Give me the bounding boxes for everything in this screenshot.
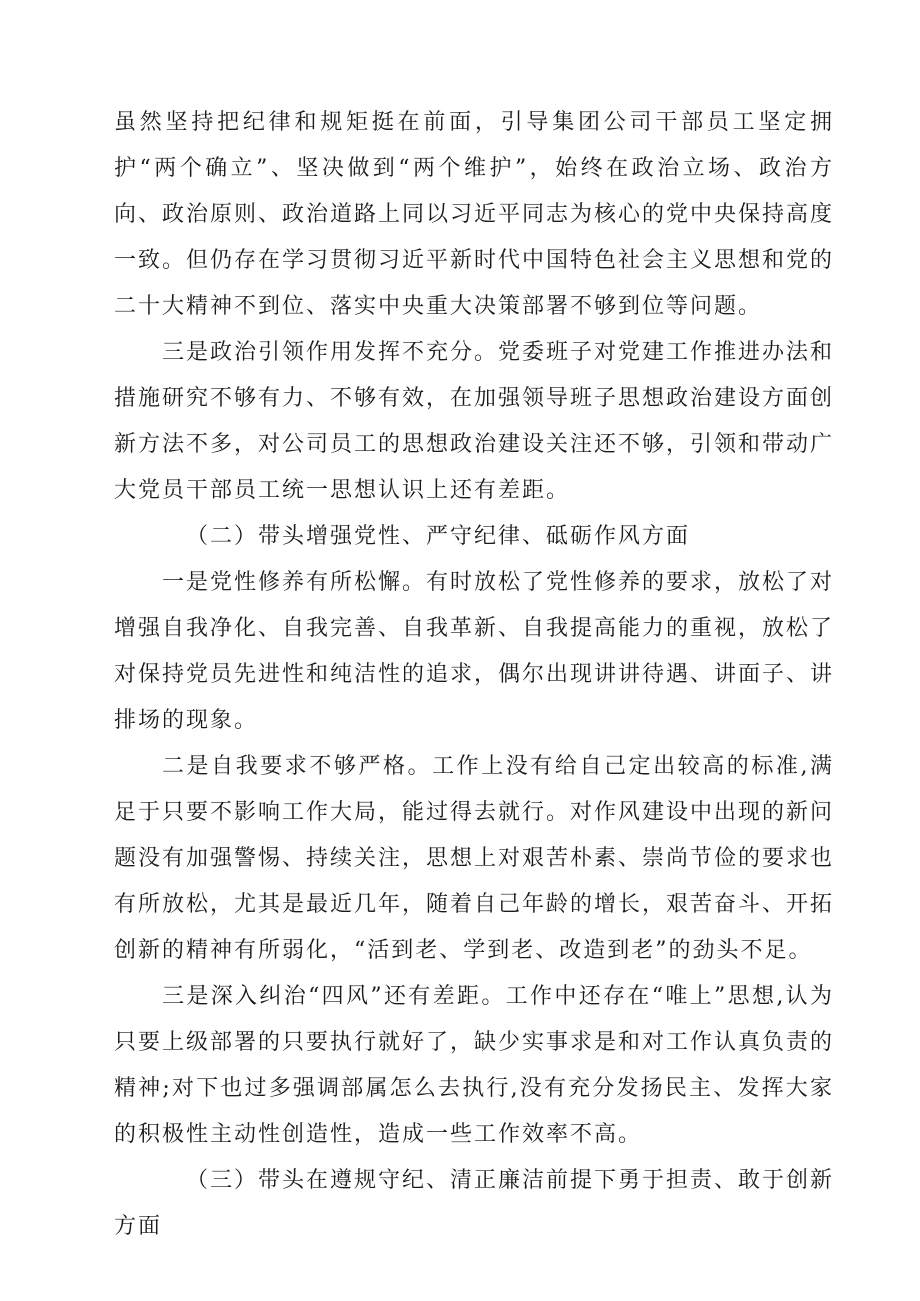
document-body bbox=[114, 100, 834, 1250]
section-heading-2: （二）带头增强党性、严守纪律、砥砺作风方面 bbox=[186, 524, 691, 549]
paragraph-political-stance: 虽然坚持把纪律和规矩挺在前面，引导集团公司干部员工坚定拥护“两个确立”、坚决做到“两个维护”，始终在政治立场、政治方向、政治原则、政治道路上同以习近平同志为核心的党中央保持高度一致。但仍存在学习贯彻习近平新时代中国特色社会主义思想和党的二十大精神不到位、落实中央重大决策部署不够到位等问题。 bbox=[114, 110, 835, 319]
paragraph-four-winds: 三是深入纠治“四风”还有差距。工作中还存在“唯上”思想,认为只要上级部署的只要执行就好了，缺少实事求是和对工作认真负责的精神;对下也过多强调部属怎么去执行,没有充分发扬民主、发挥大家的积极性主动性创造性，造成一些工作效率不高。 bbox=[114, 984, 835, 1147]
paragraph-political-leadership: 三是政治引领作用发挥不充分。党委班子对党建工作推进办法和措施研究不够有力、不够有效，在加强领导班子思想政治建设方面创新方法不多，对公司员工的思想政治建设关注还不够，引领和带动广大党员干部员工统一思想认识上还有差距。 bbox=[114, 340, 835, 503]
paragraph-self-discipline: 二是自我要求不够严格。工作上没有给自己定出较高的标准,满足于只要不影响工作大局，能过得去就行。对作风建设中出现的新问题没有加强警惕、持续关注，思想上对艰苦朴素、崇尚节俭的要求也有所放松，尤其是最近几年，随着自己年龄的增长，艰苦奋斗、开拓创新的精神有所弱化，“活到老、学到老、改造到老”的劲头不足。 bbox=[114, 754, 835, 963]
section-heading-3: （三）带头在遵规守纪、清正廉洁前提下勇于担责、敢于创新方面 bbox=[114, 1168, 835, 1239]
paragraph-party-spirit: 一是党性修养有所松懈。有时放松了党性修养的要求，放松了对增强自我净化、自我完善、自我革新、自我提高能力的重视，放松了对保持党员先进性和纯洁性的追求，偶尔出现讲讲待遇、讲面子、讲排场的现象。 bbox=[114, 570, 835, 733]
